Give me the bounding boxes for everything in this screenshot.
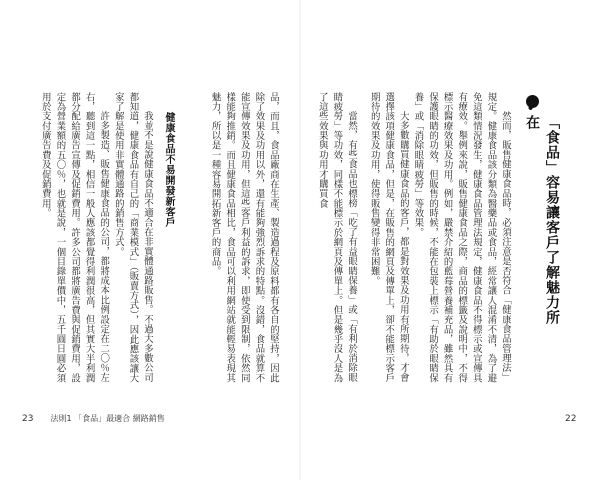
paragraph: 當然，有些食品也標榜「吃了有益眼睛保養」或「有利於消除眼睛疲勞」等功效，同樣不能標示於網頁及傳單上。但是幾乎沒人是為了這些效果與功用才購買食 bbox=[316, 92, 358, 383]
right-page-body bbox=[316, 92, 512, 388]
chapter-title: 「食品」容易讓客戶了解魅力所在 bbox=[524, 115, 560, 325]
bullet-icon bbox=[526, 95, 539, 108]
right-page-number: 22 bbox=[565, 414, 577, 424]
left-page-body-top bbox=[184, 92, 280, 388]
left-page-body-bottom bbox=[36, 92, 154, 388]
paragraph: 大多數購買健康食品的客戶，都是對效果及功用有所期待，才會選擇該項健康食品，但是，在販售的網頁及傳單上，卻不能標示客戶期待的效果及功用，使得販售變得非常困難。 bbox=[368, 92, 409, 383]
paragraph: 然而，販售健康食品時，必須注意是否符合「健康食品管理法」規定。健康食品該分類為醫藥品或食品，經常讓人混淆不清，為了避免這類情況發生，健康食品管理法規定，健康食品不得標示或宣傳具有療效。舉例來說，販售健康食品之際，商品的標籤及說明中，不得標示醫療效果及功用。例如，嚴禁介紹的藍莓營養補充品，雖然具有保護眼睛的功效，但販售的時候，不能在包裝上標示「有助於眼睛保養」或「消除眼睛疲勞」等效果。 bbox=[412, 92, 511, 383]
left-footer bbox=[22, 413, 165, 424]
section-subheading: 健康食品不易開發新客戶 bbox=[163, 112, 174, 228]
paragraph: 許多製造、販售健康食品的公司，都將成本比例設定在二〇％左右，聽到這一點，相信一般人應該都覺得利潤很高，但其實大半利潤都分配給廣告宣傳及促銷費用。許多公司都將廣告費與促銷費用，設定為營業額的五〇％，也就是說，一個目錄單價中，五千圓日圓必須用於支付廣告費及促銷費用。 bbox=[39, 92, 110, 383]
left-page-number: 23 bbox=[22, 414, 34, 424]
right-page bbox=[300, 0, 600, 480]
running-head: 法則1 「食品」最適合 網路銷售 bbox=[50, 414, 165, 423]
paragraph: 品，而且，食品廠商在生產、製造過程及原料都有各自的堅持，因此除了效果及功用以外，還有能夠強烈訴求的特點。沒錯，食品就算不能宣傳效果及功用，但這些客戶利益的訴求，即使受到限制，依然同樣能夠推銷。而且健康食品相比，食品可以利用網站就能輕易表現其魅力，所以是一種容易開拓新客戶的商品。 bbox=[209, 92, 279, 383]
paragraph: 我並不是說健康食品不適合在非實體通路販售。不過大多數公司都知道，健康食品有自己的「商業模式」（販賣方式），因此應該讓大家了解是使用非實體通路的銷售方式。 bbox=[112, 92, 153, 383]
